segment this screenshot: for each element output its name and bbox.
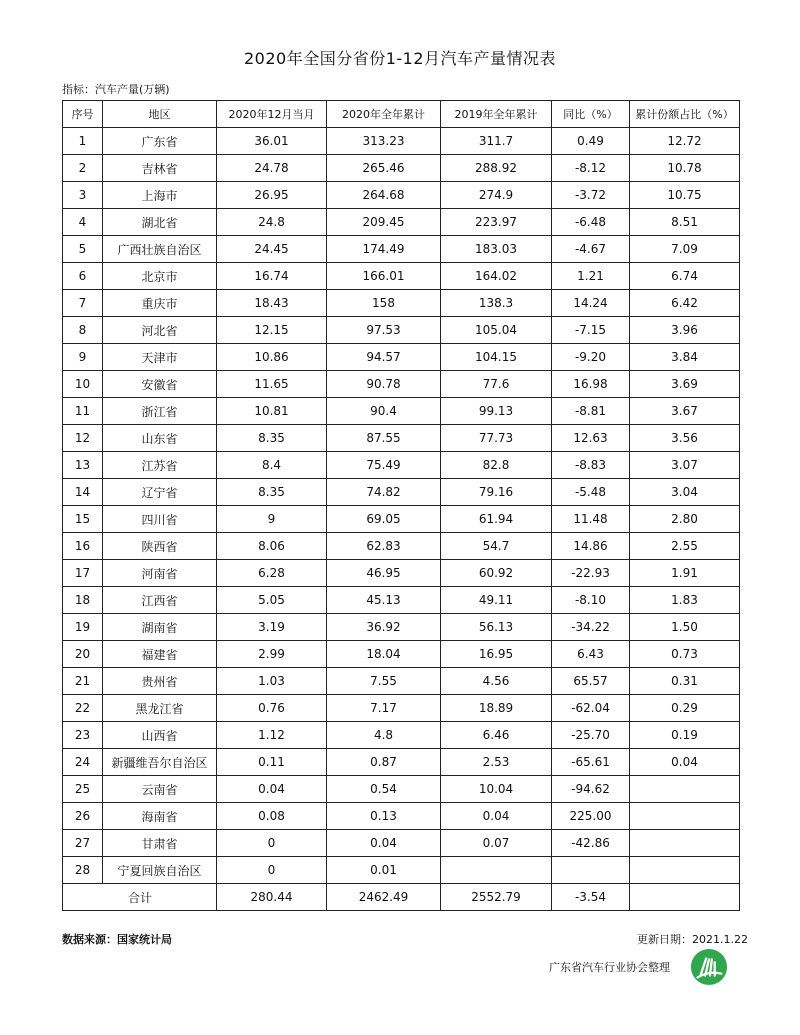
cell-index: 18	[63, 587, 103, 614]
table-row	[63, 506, 740, 533]
cell-2019-total: 274.9	[441, 182, 552, 209]
cell-share	[630, 776, 740, 803]
cell-index: 2	[63, 155, 103, 182]
table-row	[63, 830, 740, 857]
cell-region: 安徽省	[103, 371, 217, 398]
table-row	[63, 452, 740, 479]
cell-2020-total: 313.23	[327, 128, 441, 155]
organization-credit: 广东省汽车行业协会整理	[549, 961, 670, 974]
table-row	[63, 263, 740, 290]
cell-2020-dec: 0	[217, 830, 327, 857]
cell-2020-total: 7.17	[327, 695, 441, 722]
cell-2020-dec: 9	[217, 506, 327, 533]
cell-2020-dec: 2.99	[217, 641, 327, 668]
table-row	[63, 155, 740, 182]
cell-region: 重庆市	[103, 290, 217, 317]
table-row	[63, 722, 740, 749]
cell-2020-total: 265.46	[327, 155, 441, 182]
cell-2019-total: 77.73	[441, 425, 552, 452]
cell-region: 山东省	[103, 425, 217, 452]
cell-2020-total: 0.87	[327, 749, 441, 776]
cell-2020-total: 4.8	[327, 722, 441, 749]
cell-index: 13	[63, 452, 103, 479]
cell-yoy: -8.81	[552, 398, 630, 425]
cell-2019-total: 183.03	[441, 236, 552, 263]
cell-2020-dec: 24.8	[217, 209, 327, 236]
cell-region: 上海市	[103, 182, 217, 209]
table-row	[63, 479, 740, 506]
cell-region: 湖南省	[103, 614, 217, 641]
cell-2020-total: 90.78	[327, 371, 441, 398]
cell-region: 海南省	[103, 803, 217, 830]
cell-share: 7.09	[630, 236, 740, 263]
cell-2019-total: 138.3	[441, 290, 552, 317]
cell-region: 江苏省	[103, 452, 217, 479]
cell-yoy: -34.22	[552, 614, 630, 641]
cell-2019-total: 4.56	[441, 668, 552, 695]
cell-share: 2.80	[630, 506, 740, 533]
total-2020: 2462.49	[327, 884, 441, 911]
cell-index: 20	[63, 641, 103, 668]
table-row	[63, 749, 740, 776]
header-2020-dec: 2020年12月当月	[217, 101, 327, 128]
logo-circle	[691, 949, 727, 985]
cell-yoy: 14.86	[552, 533, 630, 560]
cell-yoy: -94.62	[552, 776, 630, 803]
header-region: 地区	[103, 101, 217, 128]
cell-region: 贵州省	[103, 668, 217, 695]
cell-2020-total: 97.53	[327, 317, 441, 344]
cell-2019-total: 82.8	[441, 452, 552, 479]
cell-2020-dec: 10.86	[217, 344, 327, 371]
cell-2019-total: 79.16	[441, 479, 552, 506]
cell-2019-total: 54.7	[441, 533, 552, 560]
cell-2020-dec: 6.28	[217, 560, 327, 587]
table-row	[63, 560, 740, 587]
cell-2019-total: 105.04	[441, 317, 552, 344]
cell-share: 0.29	[630, 695, 740, 722]
cell-index: 27	[63, 830, 103, 857]
total-2019: 2552.79	[441, 884, 552, 911]
cell-2020-total: 69.05	[327, 506, 441, 533]
cell-2020-dec: 8.4	[217, 452, 327, 479]
cell-2020-total: 7.55	[327, 668, 441, 695]
table-total-row	[63, 884, 740, 911]
cell-2020-dec: 36.01	[217, 128, 327, 155]
cell-index: 28	[63, 857, 103, 884]
total-yoy: -3.54	[552, 884, 630, 911]
cell-region: 宁夏回族自治区	[103, 857, 217, 884]
cell-2020-dec: 0.04	[217, 776, 327, 803]
cell-share: 0.73	[630, 641, 740, 668]
cell-yoy: 1.21	[552, 263, 630, 290]
cell-yoy: 14.24	[552, 290, 630, 317]
cell-yoy: 12.63	[552, 425, 630, 452]
cell-2019-total: 104.15	[441, 344, 552, 371]
cell-index: 9	[63, 344, 103, 371]
cell-region: 辽宁省	[103, 479, 217, 506]
cell-region: 广东省	[103, 128, 217, 155]
cell-share	[630, 830, 740, 857]
table-row	[63, 290, 740, 317]
cell-2019-total: 60.92	[441, 560, 552, 587]
cell-2020-total: 174.49	[327, 236, 441, 263]
cell-region: 浙江省	[103, 398, 217, 425]
cell-2020-dec: 26.95	[217, 182, 327, 209]
cell-region: 新疆维吾尔自治区	[103, 749, 217, 776]
cell-2020-total: 0.01	[327, 857, 441, 884]
cell-yoy: -6.48	[552, 209, 630, 236]
cell-2020-total: 75.49	[327, 452, 441, 479]
cell-yoy: 6.43	[552, 641, 630, 668]
cell-2019-total: 61.94	[441, 506, 552, 533]
cell-index: 14	[63, 479, 103, 506]
cell-2020-total: 166.01	[327, 263, 441, 290]
cell-2020-total: 264.68	[327, 182, 441, 209]
cell-yoy: -8.12	[552, 155, 630, 182]
cell-share: 1.83	[630, 587, 740, 614]
cell-index: 12	[63, 425, 103, 452]
cell-2020-total: 0.54	[327, 776, 441, 803]
cell-share: 10.75	[630, 182, 740, 209]
cell-yoy: 65.57	[552, 668, 630, 695]
table-row	[63, 857, 740, 884]
cell-region: 湖北省	[103, 209, 217, 236]
cell-2019-total: 56.13	[441, 614, 552, 641]
header-2020-total: 2020年全年累计	[327, 101, 441, 128]
cell-2020-dec: 0.08	[217, 803, 327, 830]
cell-share: 3.56	[630, 425, 740, 452]
cell-2019-total: 311.7	[441, 128, 552, 155]
cell-index: 4	[63, 209, 103, 236]
cell-index: 22	[63, 695, 103, 722]
cell-share: 6.42	[630, 290, 740, 317]
table-row	[63, 803, 740, 830]
cell-share: 2.55	[630, 533, 740, 560]
cell-index: 3	[63, 182, 103, 209]
cell-2020-total: 62.83	[327, 533, 441, 560]
table-row	[63, 695, 740, 722]
production-table	[62, 100, 740, 911]
total-month: 280.44	[217, 884, 327, 911]
cell-yoy: -9.20	[552, 344, 630, 371]
cell-share: 12.72	[630, 128, 740, 155]
cell-region: 天津市	[103, 344, 217, 371]
update-date: 更新日期：2021.1.22	[637, 933, 748, 946]
table-row	[63, 209, 740, 236]
cell-2020-dec: 16.74	[217, 263, 327, 290]
cell-2019-total: 0.04	[441, 803, 552, 830]
cell-2020-total: 90.4	[327, 398, 441, 425]
cell-share: 0.04	[630, 749, 740, 776]
table-row	[63, 641, 740, 668]
cell-share: 1.91	[630, 560, 740, 587]
cell-region: 广西壮族自治区	[103, 236, 217, 263]
cell-2019-total: 10.04	[441, 776, 552, 803]
table-row	[63, 344, 740, 371]
cell-yoy: -8.83	[552, 452, 630, 479]
table-body	[63, 128, 740, 884]
cell-share	[630, 803, 740, 830]
cell-index: 7	[63, 290, 103, 317]
cell-index: 6	[63, 263, 103, 290]
cell-region: 福建省	[103, 641, 217, 668]
cell-share: 0.31	[630, 668, 740, 695]
table-row	[63, 317, 740, 344]
cell-2019-total: 18.89	[441, 695, 552, 722]
cell-index: 8	[63, 317, 103, 344]
cell-share: 3.04	[630, 479, 740, 506]
cell-2020-total: 158	[327, 290, 441, 317]
cell-2020-dec: 24.78	[217, 155, 327, 182]
cell-2020-dec: 0	[217, 857, 327, 884]
cell-index: 19	[63, 614, 103, 641]
cell-2019-total: 164.02	[441, 263, 552, 290]
cell-yoy: -42.86	[552, 830, 630, 857]
table-row	[63, 128, 740, 155]
cell-2020-dec: 10.81	[217, 398, 327, 425]
cell-share: 3.69	[630, 371, 740, 398]
cell-2019-total: 49.11	[441, 587, 552, 614]
cell-2019-total: 6.46	[441, 722, 552, 749]
cell-index: 17	[63, 560, 103, 587]
table-row	[63, 533, 740, 560]
cell-2020-dec: 8.06	[217, 533, 327, 560]
cell-yoy: -3.72	[552, 182, 630, 209]
indicator-label: 指标：汽车产量(万辆)	[62, 83, 170, 96]
cell-share: 3.67	[630, 398, 740, 425]
cell-index: 25	[63, 776, 103, 803]
cell-index: 21	[63, 668, 103, 695]
cell-2020-total: 45.13	[327, 587, 441, 614]
cell-share: 3.84	[630, 344, 740, 371]
cell-region: 江西省	[103, 587, 217, 614]
table-row	[63, 182, 740, 209]
cell-region: 河北省	[103, 317, 217, 344]
cell-2020-dec: 0.11	[217, 749, 327, 776]
cell-region: 甘肃省	[103, 830, 217, 857]
cell-index: 24	[63, 749, 103, 776]
cell-share: 8.51	[630, 209, 740, 236]
cell-2020-dec: 11.65	[217, 371, 327, 398]
cell-2019-total: 2.53	[441, 749, 552, 776]
cell-2020-total: 74.82	[327, 479, 441, 506]
cell-2020-dec: 12.15	[217, 317, 327, 344]
cell-yoy: -22.93	[552, 560, 630, 587]
cell-region: 陕西省	[103, 533, 217, 560]
table-row	[63, 668, 740, 695]
cell-index: 1	[63, 128, 103, 155]
cell-region: 吉林省	[103, 155, 217, 182]
cell-2020-dec: 3.19	[217, 614, 327, 641]
cell-share: 6.74	[630, 263, 740, 290]
cell-index: 15	[63, 506, 103, 533]
cell-2020-dec: 24.45	[217, 236, 327, 263]
cell-2020-total: 0.04	[327, 830, 441, 857]
table-header-row	[63, 101, 740, 128]
cell-2020-total: 36.92	[327, 614, 441, 641]
cell-index: 16	[63, 533, 103, 560]
cell-2020-total: 0.13	[327, 803, 441, 830]
cell-region: 云南省	[103, 776, 217, 803]
cell-2020-total: 18.04	[327, 641, 441, 668]
cell-2020-dec: 8.35	[217, 425, 327, 452]
cell-yoy: 16.98	[552, 371, 630, 398]
cell-index: 26	[63, 803, 103, 830]
cell-region: 河南省	[103, 560, 217, 587]
table-row	[63, 776, 740, 803]
cell-2019-total: 288.92	[441, 155, 552, 182]
cell-yoy	[552, 857, 630, 884]
table-row	[63, 614, 740, 641]
cell-yoy: -65.61	[552, 749, 630, 776]
cell-share: 0.19	[630, 722, 740, 749]
cell-2020-total: 209.45	[327, 209, 441, 236]
page-title: 2020年全国分省份1-12月汽车产量情况表	[243, 49, 557, 68]
cell-2019-total: 0.07	[441, 830, 552, 857]
cell-2020-dec: 8.35	[217, 479, 327, 506]
association-logo-icon	[690, 948, 728, 986]
cell-2020-total: 46.95	[327, 560, 441, 587]
cell-2019-total: 16.95	[441, 641, 552, 668]
cell-2020-dec: 5.05	[217, 587, 327, 614]
cell-region: 山西省	[103, 722, 217, 749]
cell-share: 3.07	[630, 452, 740, 479]
cell-share	[630, 857, 740, 884]
table-row	[63, 587, 740, 614]
cell-index: 5	[63, 236, 103, 263]
cell-2020-total: 87.55	[327, 425, 441, 452]
header-index: 序号	[63, 101, 103, 128]
header-share: 累计份额占比（%）	[630, 101, 740, 128]
header-yoy: 同比（%）	[552, 101, 630, 128]
cell-yoy: 225.00	[552, 803, 630, 830]
table-row	[63, 398, 740, 425]
cell-yoy: -8.10	[552, 587, 630, 614]
cell-yoy: 0.49	[552, 128, 630, 155]
cell-region: 北京市	[103, 263, 217, 290]
cell-2020-dec: 1.12	[217, 722, 327, 749]
cell-index: 23	[63, 722, 103, 749]
cell-region: 四川省	[103, 506, 217, 533]
cell-2019-total: 99.13	[441, 398, 552, 425]
cell-share: 10.78	[630, 155, 740, 182]
total-label: 合计	[63, 884, 217, 911]
header-2019-total: 2019年全年累计	[441, 101, 552, 128]
table-row	[63, 425, 740, 452]
cell-yoy: -4.67	[552, 236, 630, 263]
total-share	[630, 884, 740, 911]
cell-2020-dec: 0.76	[217, 695, 327, 722]
cell-2019-total: 77.6	[441, 371, 552, 398]
cell-yoy: -62.04	[552, 695, 630, 722]
cell-share: 1.50	[630, 614, 740, 641]
cell-share: 3.96	[630, 317, 740, 344]
table-row	[63, 371, 740, 398]
cell-index: 10	[63, 371, 103, 398]
cell-2019-total	[441, 857, 552, 884]
cell-yoy: -7.15	[552, 317, 630, 344]
data-source: 数据来源：国家统计局	[62, 933, 172, 946]
table-row	[63, 236, 740, 263]
cell-2019-total: 223.97	[441, 209, 552, 236]
cell-2020-dec: 1.03	[217, 668, 327, 695]
cell-yoy: -25.70	[552, 722, 630, 749]
cell-2020-total: 94.57	[327, 344, 441, 371]
cell-yoy: -5.48	[552, 479, 630, 506]
cell-region: 黑龙江省	[103, 695, 217, 722]
cell-yoy: 11.48	[552, 506, 630, 533]
cell-2020-dec: 18.43	[217, 290, 327, 317]
cell-index: 11	[63, 398, 103, 425]
